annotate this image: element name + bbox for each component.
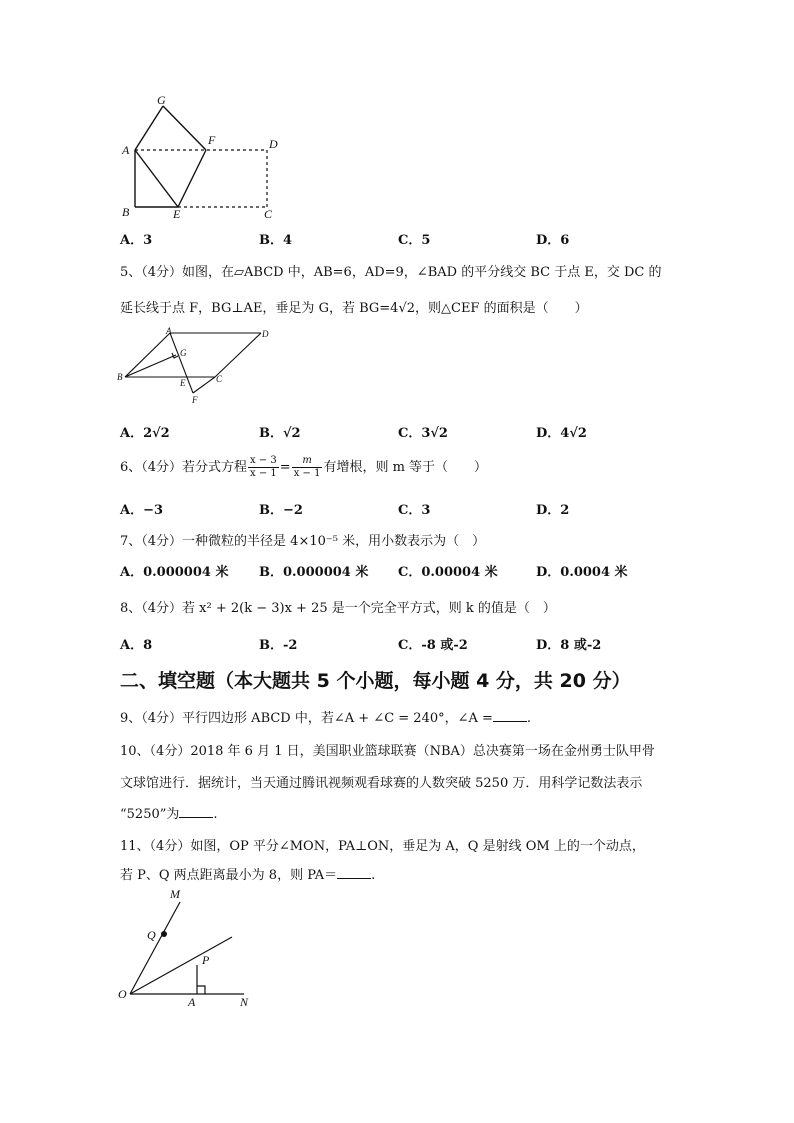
q5-option-d: D．4√2 <box>536 426 587 441</box>
figure-square-rectangle <box>115 92 290 222</box>
section-2-title: 二、填空题（本大题共 5 个小题，每小题 4 分，共 20 分） <box>120 670 631 692</box>
figure-angle-bisector <box>112 884 272 1014</box>
q10-line3-post: . <box>213 807 218 822</box>
q10-line3 <box>120 803 218 822</box>
q7-text: 7、（4分）一种微粒的半径是 4×10⁻⁵ 米，用小数表示为（ ） <box>120 534 486 549</box>
q10-line1: 10、（4分）2018 年 6 月 1 日，美国职业篮球联赛（NBA）总决赛第一场在金州勇士队甲骨 <box>120 744 655 759</box>
q6-fraction-1 <box>248 455 279 480</box>
a-label-a: A <box>188 995 196 1009</box>
q6-frac2-den: x − 1 <box>293 468 321 479</box>
q6-option-a: A．−3 <box>120 503 164 518</box>
a-label-o: O <box>118 987 127 1001</box>
q4-option-d: D．6 <box>536 233 570 248</box>
q11-line1: 11、（4分）如图，OP 平分∠MON，PA⊥ON，垂足为 A，Q 是射线 OM 上的一个动点， <box>120 839 645 854</box>
point-q <box>161 931 167 937</box>
q6-fraction-2 <box>292 455 323 480</box>
a-label-p: P <box>202 953 210 967</box>
q9-answer-blank[interactable] <box>493 711 527 722</box>
q4-option-c: C．5 <box>398 233 431 248</box>
q11-answer-blank[interactable] <box>337 868 371 879</box>
label-b: B <box>122 205 130 219</box>
q8-option-d: D．8 或-2 <box>536 638 602 653</box>
p-label-e: E <box>180 378 186 388</box>
q11-line2 <box>120 864 375 883</box>
q7-option-c: C．0.00004 米 <box>398 565 498 580</box>
q8-text: 8、（4分）若 x² + 2(k − 3)x + 25 是一个完全平方式，则 k 的值是（ ） <box>120 601 556 616</box>
label-d: D <box>269 137 278 151</box>
label-c: C <box>264 207 273 221</box>
q6-frac2-num: m <box>292 455 323 468</box>
q7-option-d: D．0.0004 米 <box>536 565 628 580</box>
label-f: F <box>208 133 216 147</box>
q6-pre: 6、（4分）若分式方程 <box>120 460 248 475</box>
q7-option-a: A．0.000004 米 <box>120 565 229 580</box>
q9-post: . <box>526 711 532 726</box>
a-label-q: Q <box>147 928 156 942</box>
q6-frac1-num: x − 3 <box>250 455 277 466</box>
q6-post: 有增根，则 m 等于（ ） <box>323 460 488 475</box>
q9-text <box>120 707 531 726</box>
q5-bg-value: 4√2 <box>390 301 415 316</box>
figure-parallelogram <box>113 326 283 406</box>
q10-line3-pre: “5250”为 <box>120 807 180 822</box>
q11-line2-pre: 若 P、Q 两点距离最小为 8，则 PA＝ <box>120 868 338 883</box>
q9-pre: 9、（4分）平行四边形 ABCD 中，若∠A + ∠C = 240°，∠A = <box>120 711 493 726</box>
label-g: G <box>157 93 166 107</box>
p-label-c: C <box>216 374 223 384</box>
q11-line2-post: . <box>371 868 376 883</box>
q8-option-b: B．-2 <box>259 638 298 653</box>
a-label-n: N <box>240 995 249 1009</box>
q6-text <box>120 455 487 480</box>
q6-option-d: D．2 <box>536 503 570 518</box>
q5-option-a: A．2√2 <box>120 426 170 441</box>
a-label-m: M <box>170 887 180 901</box>
q4-option-a: A．3 <box>120 233 153 248</box>
p-label-g: G <box>180 348 187 358</box>
q8-option-a: A．8 <box>120 638 153 653</box>
q5-line2-pre: 延长线于点 F，BG⊥AE，垂足为 G，若 BG= <box>120 301 391 316</box>
q5-line2 <box>120 297 588 316</box>
label-a: A <box>122 143 130 157</box>
p-label-d: D <box>262 329 269 339</box>
q5-line2-post: ，则△CEF 的面积是（ ） <box>415 301 588 316</box>
q10-line2: 文球馆进行．据统计，当天通过腾讯视频观看球赛的人数突破 5250 万．用科学记数法表示 <box>120 776 643 791</box>
label-e: E <box>173 207 181 221</box>
q5-option-b: B．√2 <box>259 426 301 441</box>
p-label-a: A <box>166 326 172 336</box>
p-label-b: B <box>117 372 123 382</box>
p-label-f: F <box>192 395 198 405</box>
q6-frac1-den: x − 1 <box>250 468 277 479</box>
q5-option-c: C．3√2 <box>398 426 448 441</box>
q6-eq: = <box>279 460 291 475</box>
q8-option-c: C．-8 或-2 <box>398 638 468 653</box>
q7-option-b: B．0.000004 米 <box>259 565 369 580</box>
q5-line1: 5、（4分）如图，在▱ABCD 中，AB=6，AD=9，∠BAD 的平分线交 BC 于点 E，交 DC 的 <box>120 265 662 280</box>
q6-option-b: B．−2 <box>259 503 303 518</box>
q6-option-c: C．3 <box>398 503 431 518</box>
q4-option-b: B．4 <box>259 233 293 248</box>
q10-answer-blank[interactable] <box>179 807 213 818</box>
